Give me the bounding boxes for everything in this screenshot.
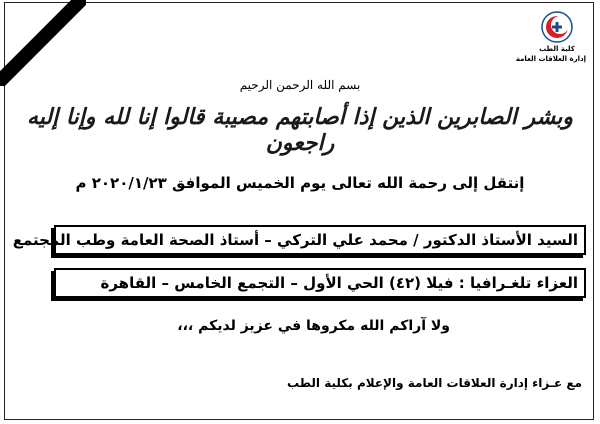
- condolence-address-box: [54, 268, 586, 298]
- logo-department-name: إدارة العلاقات العامة: [515, 55, 586, 63]
- closing-prayer: ولا آراكم الله مكروها في عزيز لديكم ،،،: [177, 318, 450, 334]
- sender-line: مع عـزاء إدارة العلاقات العامة والإعلام بكلية الطب: [287, 376, 582, 390]
- condolence-address: العزاء تلغـرافيا : فيلا (٤٢) الحي الأول – التجمع الخامس – القاهرة: [100, 274, 578, 292]
- deceased-name: السيد الأستاذ الدكتور / محمد علي التركي – أستاذ الصحة العامة وطب المجتمع: [12, 231, 578, 249]
- faculty-logo: [515, 10, 586, 64]
- basmala: بسم الله الرحمن الرحيم: [239, 78, 361, 92]
- mourning-ribbon: [0, 0, 86, 86]
- quran-verse: وبشر الصابرين الذين إذا أصابتهم مصيبة قالوا إنا لله وإنا إليه راجعون: [27, 104, 573, 156]
- page-frame: [4, 2, 594, 420]
- death-announcement: إنتقل إلى رحمة الله تعالى يوم الخميس الموافق ٢٠٢٠/١/٢٣ م: [75, 174, 525, 192]
- logo-faculty-name: كلية الطب: [539, 45, 575, 53]
- crescent-seal-icon: [540, 10, 574, 44]
- deceased-name-box: [12, 225, 586, 255]
